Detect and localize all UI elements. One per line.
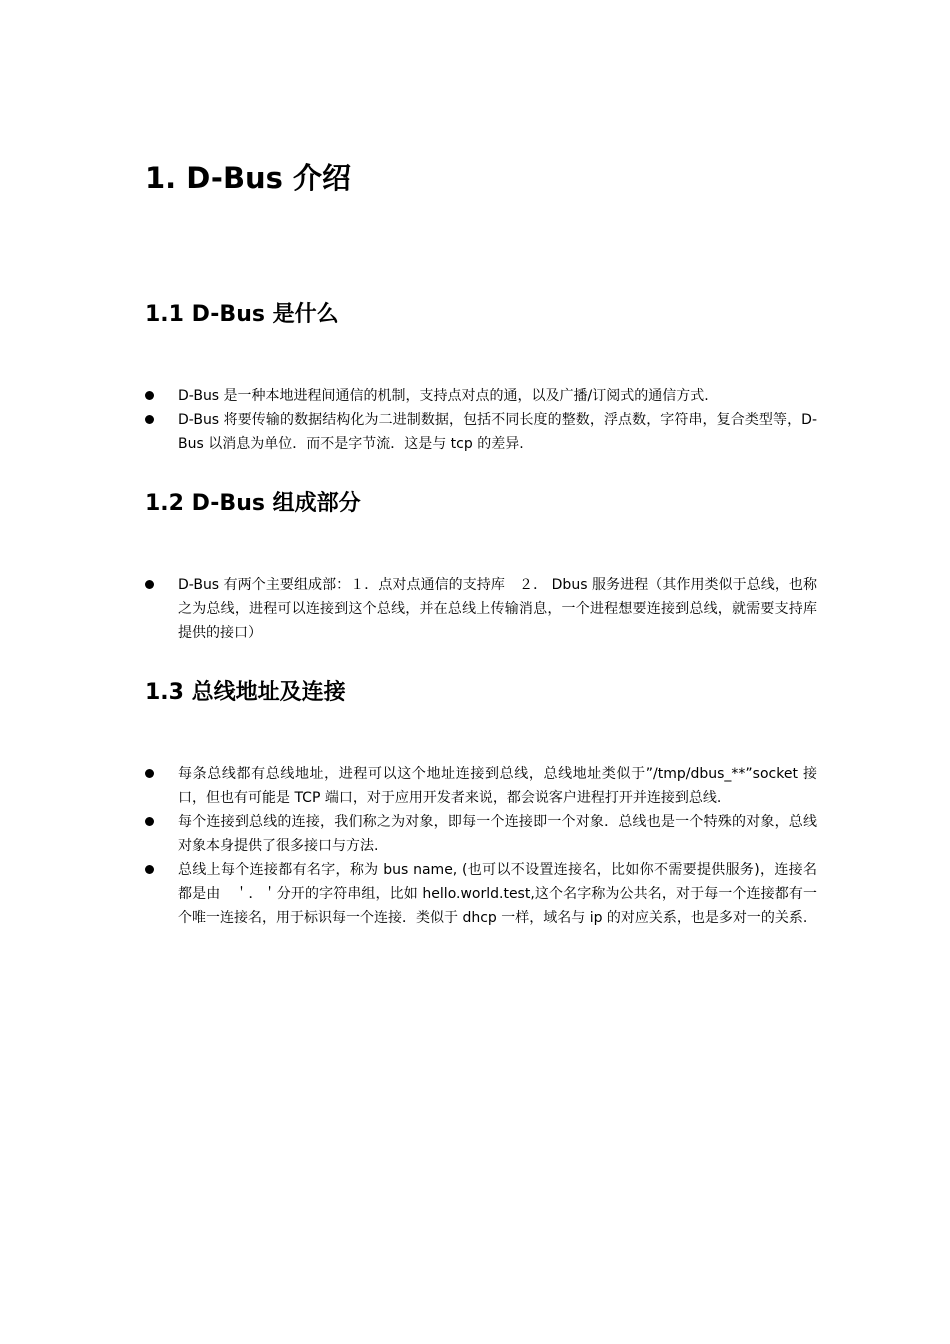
list-item-text: 每条总线都有总线地址，进程可以这个地址连接到总线，总线地址类似于”/tmp/dbus_**”socket 接口，但也有可能是 TCP 端口，对于应用开发者来说，都会说客户进程打开并连接到总线. — [178, 766, 817, 806]
section-heading-1-3: 1.3 总线地址及连接 — [145, 680, 346, 705]
bullet-icon — [145, 865, 154, 874]
list-item-text: 总线上每个连接都有名字，称为 bus name, (也可以不设置连接名，比如你不需要提供服务)，连接名都是由 ＇．＇分开的字符串组，比如 hello.world.test,这个名字称为公共名，对于每一个连接都有一个唯一连接名，用于标识每一个连接．类似于 dhcp 一样，域名与 ip 的对应关系，也是多对一的关系. — [178, 862, 817, 926]
list-item — [145, 858, 817, 930]
bullet-list-1-3 — [145, 762, 817, 930]
list-item — [145, 408, 817, 456]
bullet-icon — [145, 580, 154, 589]
bullet-icon — [145, 817, 154, 826]
list-item-text: 每个连接到总线的连接，我们称之为对象，即每一个连接即一个对象．总线也是一个特殊的对象，总线对象本身提供了很多接口与方法. — [178, 814, 817, 854]
bullet-icon — [145, 415, 154, 424]
list-item — [145, 762, 817, 810]
bullet-list-1-2 — [145, 573, 817, 645]
list-item — [145, 384, 817, 408]
list-item — [145, 810, 817, 858]
list-item — [145, 573, 817, 645]
bullet-icon — [145, 391, 154, 400]
bullet-icon — [145, 769, 154, 778]
list-item-text: D-Bus 是一种本地进程间通信的机制，支持点对点的通，以及广播/订阅式的通信方式. — [178, 388, 709, 404]
chapter-heading: 1. D-Bus 介绍 — [145, 161, 352, 195]
bullet-list-1-1 — [145, 384, 817, 456]
section-heading-1-1: 1.1 D-Bus 是什么 — [145, 302, 339, 327]
section-heading-1-2: 1.2 D-Bus 组成部分 — [145, 491, 361, 516]
list-item-text: D-Bus 有两个主要组成部：１．点对点通信的支持库 ２． Dbus 服务进程（其作用类似于总线，也称之为总线，进程可以连接到这个总线，并在总线上传输消息，一个进程想要连接到总线，就需要支持库提供的接口） — [178, 577, 817, 641]
list-item-text: D-Bus 将要传输的数据结构化为二进制数据，包括不同长度的整数，浮点数，字符串，复合类型等，D-Bus 以消息为单位．而不是字节流．这是与 tcp 的差异. — [178, 412, 817, 452]
